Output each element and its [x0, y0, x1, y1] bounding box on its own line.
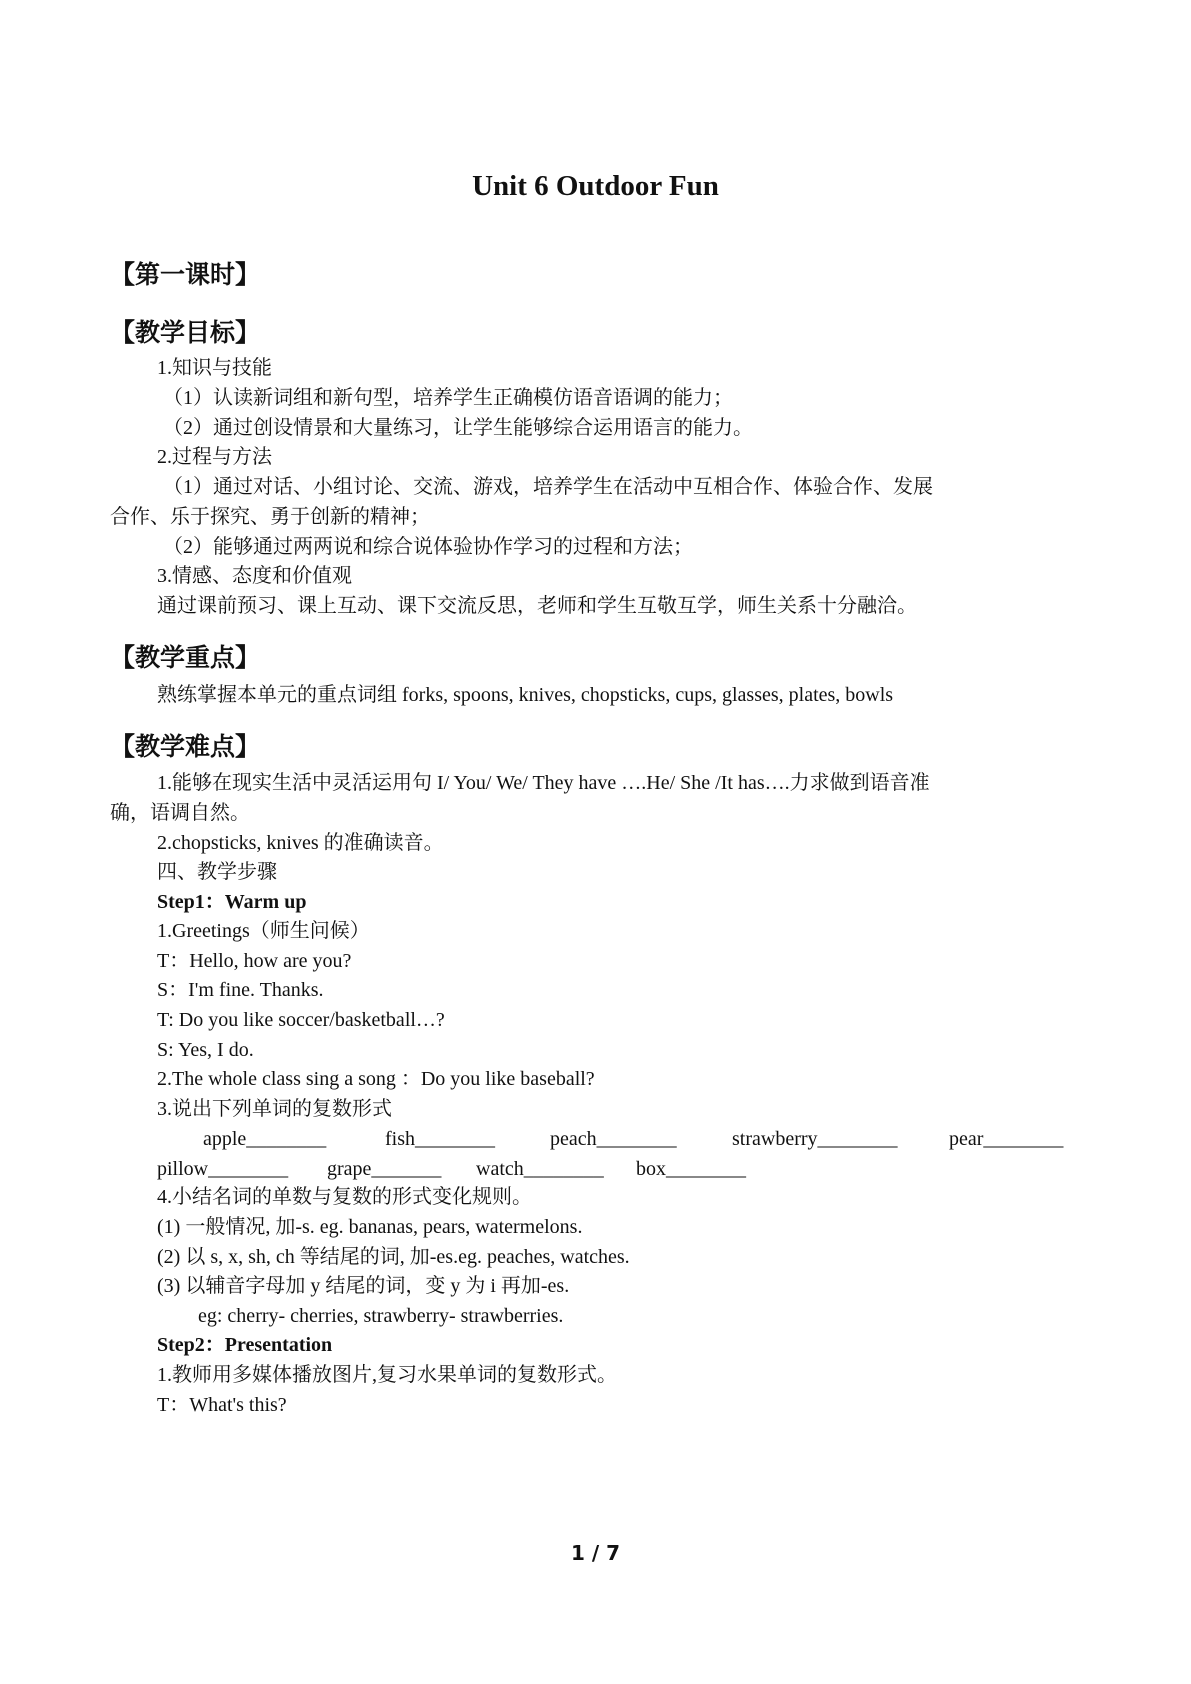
- page-title: Unit 6 Outdoor Fun: [472, 170, 719, 202]
- objective-line: 3.情感、态度和价值观: [157, 565, 352, 587]
- page-number: 1 / 7: [570, 1541, 621, 1565]
- rule-line: (2) 以 s, x, sh, ch 等结尾的词, 加-es.eg. peaches, watches.: [157, 1246, 630, 1268]
- steps-heading: 四、教学步骤: [157, 861, 277, 883]
- blank-item: apple________: [203, 1128, 327, 1150]
- plural-blanks-row-1: [0, 1128, 1191, 1152]
- blank-item: pear________: [949, 1128, 1064, 1150]
- rule-line: (3) 以辅音字母加 y 结尾的词，变 y 为 i 再加-es.: [157, 1275, 570, 1297]
- step1-line: 3.说出下列单词的复数形式: [157, 1098, 392, 1120]
- blank-item: strawberry________: [732, 1128, 898, 1150]
- rule-example: eg: cherry- cherries, strawberry- strawberries.: [198, 1305, 564, 1327]
- objective-line: 1.知识与技能: [157, 357, 272, 379]
- objectives-heading: 【教学目标】: [110, 318, 261, 347]
- key-points-line: 熟练掌握本单元的重点词组 forks, spoons, knives, chopsticks, cups, glasses, plates, bowls: [157, 684, 894, 706]
- blank-item: watch________: [476, 1158, 604, 1180]
- step1-line: 2.The whole class sing a song ：Do you like baseball?: [157, 1068, 595, 1090]
- objective-line: （2）能够通过两两说和综合说体验协作学习的过程和方法；: [163, 536, 693, 558]
- objective-line: 2.过程与方法: [157, 446, 272, 468]
- step1-line: 1.Greetings（师生问候）: [157, 920, 370, 942]
- difficulty-line: 2.chopsticks, knives 的准确读音。: [157, 832, 444, 854]
- step1-line: S：I'm fine. Thanks.: [157, 979, 324, 1001]
- difficulty-line: 1.能够在现实生活中灵活运用句 I/ You/ We/ They have ….He/ She /It has….力求做到语音准: [157, 772, 930, 794]
- step2-line: 1.教师用多媒体播放图片,复习水果单词的复数形式。: [157, 1364, 617, 1386]
- rule-line: (1) 一般情况, 加-s. eg. bananas, pears, watermelons.: [157, 1216, 583, 1238]
- objective-line: （1）认读新词组和新句型，培养学生正确模仿语音语调的能力；: [163, 387, 733, 409]
- objective-line: （1）通过对话、小组讨论、交流、游戏，培养学生在活动中互相合作、体验合作、发展: [163, 476, 933, 498]
- step2-line: T：What's this?: [157, 1394, 287, 1416]
- objective-line: （2）通过创设情景和大量练习，让学生能够综合运用语言的能力。: [163, 417, 753, 439]
- difficulty-line: 确，语调自然。: [110, 802, 250, 824]
- step1-line: T: Do you like soccer/basketball…?: [157, 1009, 445, 1031]
- lesson-heading: 【第一课时】: [110, 260, 261, 289]
- blank-item: box________: [636, 1158, 746, 1180]
- objective-line: 合作、乐于探究、勇于创新的精神；: [110, 506, 430, 528]
- blank-item: fish________: [385, 1128, 495, 1150]
- step1-line: T：Hello, how are you?: [157, 950, 352, 972]
- rules-intro: 4.小结名词的单数与复数的形式变化规则。: [157, 1186, 532, 1208]
- plural-blanks-row-2: [0, 1158, 1191, 1182]
- difficulties-heading: 【教学难点】: [110, 732, 261, 761]
- step1-line: S: Yes, I do.: [157, 1039, 254, 1061]
- blank-item: pillow________: [157, 1158, 289, 1180]
- blank-item: grape_______: [327, 1158, 442, 1180]
- objective-line: 通过课前预习、课上互动、课下交流反思，老师和学生互敬互学，师生关系十分融洽。: [157, 595, 917, 617]
- step1-heading: Step1：Warm up: [157, 891, 307, 913]
- step2-heading: Step2：Presentation: [157, 1334, 333, 1356]
- key-points-heading: 【教学重点】: [110, 643, 261, 672]
- blank-item: peach________: [550, 1128, 677, 1150]
